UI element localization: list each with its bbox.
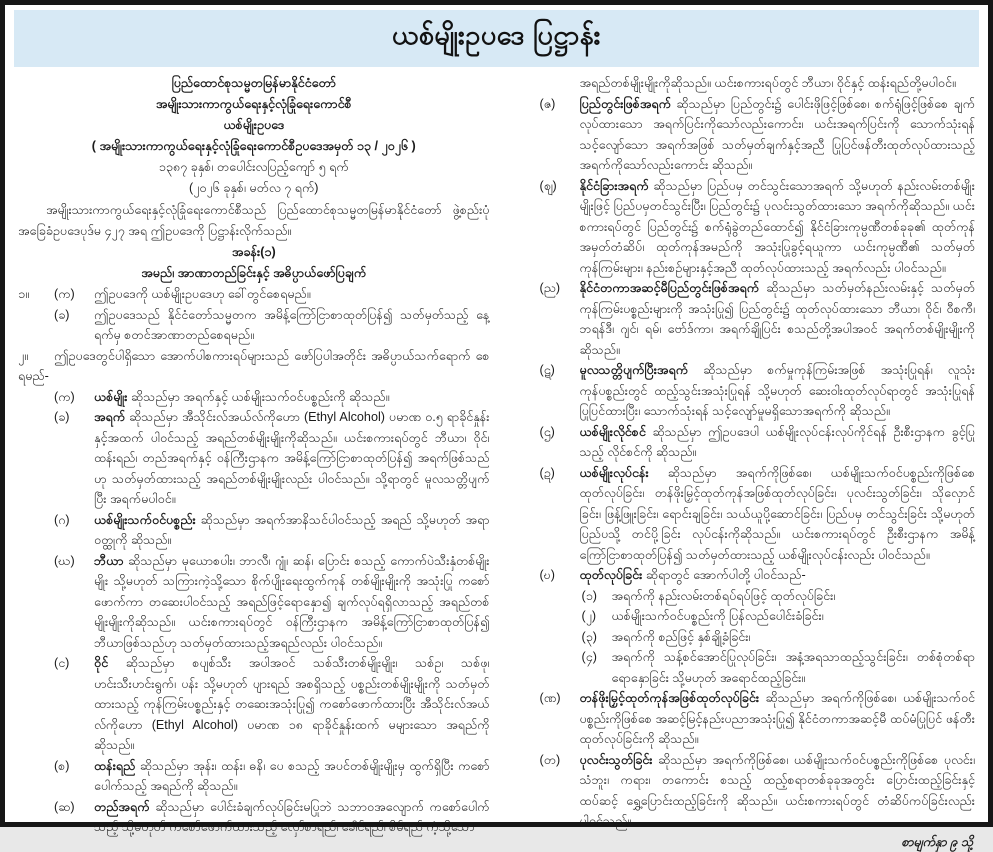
item-text: ယစ်မျိုးလိုင်စင် ဆိုသည်မှာ ဤဥပဒေပါ ယစ်မျိုးလုပ်ငန်းလုပ်ကိုင်ရန် ဦးစီးဌာနက ခွင့်ပြုသည့် လိုင်စင်ကို ဆိုသည်။ bbox=[580, 422, 976, 463]
masthead-line: ပြည်ထောင်စုသမ္မတမြန်မာနိုင်ငံတော် bbox=[18, 73, 490, 94]
subitem-text: အရက်ကို စည်ဖြင့် နှစ်ချို့ခံခြင်း၊ bbox=[612, 627, 976, 648]
masthead-line: (၂၀၂၆ ခုနှစ်၊ မတ်လ ၇ ရက်) bbox=[18, 178, 490, 199]
clause-number: ၁။ bbox=[18, 284, 54, 346]
item-text: ပြည်တွင်းဖြစ်အရက် ဆိုသည်မှာ ပြည်တွင်း၌ ပေါင်းဖိုဖြင့်ဖြစ်စေ၊ စက်ရုံဖြင့်ဖြစ်စေ ချက်လုပ်ထားသော အရက်ပြင်းကိုသော်လည်းကောင်း၊ ယင်းအရက်ပြင်းကို သောက်သုံးရန် သင့်လျော်သော အရက်အဖြစ် သတ်မှတ်ချက်နှင့်အညီ ပြုပြင်ဖန်တီးထုတ်လုပ်ထားသည့် အရက်ကိုသော်လည်းကောင်း ဆိုသည်။ bbox=[580, 94, 976, 176]
subitem-label: (၃) bbox=[582, 627, 612, 648]
item-label: (တ) bbox=[540, 750, 580, 832]
subitem-label: (၄) bbox=[582, 647, 612, 688]
item-label: (စ) bbox=[54, 756, 94, 797]
preamble-paragraph: အမျိုးသားကာကွယ်ရေးနှင့်လုံခြုံရေးကောင်စီသည် ပြည်ထောင်စုသမ္မတမြန်မာနိုင်ငံတော် ဖွဲ့စည်းပုံ အခြေခံဥပဒေပုဒ်မ ၄၂၇ အရ ဤဥပဒေကို ပြဋ္ဌာန်းလိုက်သည်။ bbox=[18, 200, 490, 241]
page-title: ယစ်မျိုးဥပဒေ ပြဋ္ဌာန်း bbox=[14, 18, 979, 58]
subitem-label: (၂) bbox=[582, 606, 612, 627]
item-label: (ဌ) bbox=[540, 422, 580, 463]
page-title-banner bbox=[14, 10, 979, 67]
right-column bbox=[504, 73, 976, 852]
item-label: (ဇ) bbox=[540, 94, 580, 176]
item-text: မူလသတ္တိပျက်ပြီးအရက် ဆိုသည်မှာ စက်မှုကုန်ကြမ်းအဖြစ် အသုံးပြုရန်၊ လူသုံးကုန်ပစ္စည်းတွင် ထည့်သွင်းအသုံးပြုရန် သို့မဟုတ် ဆေးဝါးထုတ်လုပ်ရာတွင် အသုံးပြုရန် ပြုပြင်ထားပြီး၊ သောက်သုံးရန် သင့်လျော်မှုမရှိသောအရက်ကို ဆိုသည်။ bbox=[580, 360, 976, 422]
item-text: ထုတ်လုပ်ခြင်း ဆိုရာတွင် အောက်ပါတို့ ပါဝင်သည်- (၁) အရက်ကို နည်းလမ်းတစ်ရပ်ရပ်ဖြင့် ထုတ်လုပ်ခြင်း၊ (၂) ယစ်မျိုးသက်ဝင်ပစ္စည်းကို ပြန်လည်ပေါင်းခံခြင်း၊ (၃) အရက်ကို စည်ဖြင့် နှစ်ချို့ခံခြင်း၊ (၄) အရက်ကို သန့်စင်အောင်ပြုလုပ်ခြင်း၊ အနံ့အရသာထည့်သွင်းခြင်း၊ တစ်စုံတစ်ရာ ရောနှောခြင်း သို့မဟုတ် အရောင်ထည့်ခြင်း။ bbox=[580, 565, 976, 688]
item-label: (ဂ) bbox=[54, 510, 94, 551]
clause-1 bbox=[18, 284, 490, 346]
list-item bbox=[54, 551, 490, 654]
masthead-line: ယစ်မျိုးဥပဒေ bbox=[18, 115, 490, 136]
definitions-left bbox=[18, 387, 490, 838]
list-item bbox=[540, 565, 976, 688]
item-label: (ဋ) bbox=[540, 360, 580, 422]
list-item bbox=[540, 688, 976, 750]
list-item bbox=[54, 305, 490, 346]
subitem-text: အရက်ကို နည်းလမ်းတစ်ရပ်ရပ်ဖြင့် ထုတ်လုပ်ခြင်း၊ bbox=[612, 586, 976, 607]
list-item bbox=[540, 73, 976, 94]
sub-list-item bbox=[582, 647, 976, 688]
item-text: ဤဥပဒေကို ယစ်မျိုးဥပဒေဟု ခေါ်တွင်စေရမည်။ bbox=[94, 284, 490, 305]
subitem-text: အရက်ကို သန့်စင်အောင်ပြုလုပ်ခြင်း၊ အနံ့အရသာထည့်သွင်းခြင်း၊ တစ်စုံတစ်ရာ ရောနှောခြင်း သို့မဟုတ် အရောင်ထည့်ခြင်း။ bbox=[612, 647, 976, 688]
masthead-line: အမျိုးသားကာကွယ်ရေးနှင့်လုံခြုံရေးကောင်စီ bbox=[18, 94, 490, 115]
item-label: (ည) bbox=[540, 278, 580, 360]
item-text: ယစ်မျိုးသက်ဝင်ပစ္စည်း ဆိုသည်မှာ အရက်အာနိသင်ပါဝင်သည့် အရည် သို့မဟုတ် အရာဝတ္ထုကို ဆိုသည်။ bbox=[94, 510, 490, 551]
list-item bbox=[54, 653, 490, 756]
definitions-right bbox=[504, 73, 976, 832]
list-item bbox=[540, 750, 976, 832]
item-text: ထန်းရည် ဆိုသည်မှာ အုန်း၊ ထန်း၊ ဓနိ၊ ပေ စသည့် အပင်တစ်မျိုးမျိုးမှ ထွက်ရှိပြီး ကစော်ပေါက်သည့် အရည်ကို ဆိုသည်။ bbox=[94, 756, 490, 797]
left-column bbox=[18, 73, 490, 838]
item-text: ယစ်မျိုး ဆိုသည်မှာ အရက်နှင့် ယစ်မျိုးသက်ဝင်ပစ္စည်းကို ဆိုသည်။ bbox=[94, 387, 490, 408]
list-item bbox=[54, 510, 490, 551]
clause-number: ၂။ bbox=[18, 346, 54, 367]
item-label: (ဃ) bbox=[54, 551, 94, 654]
clause-2-intro bbox=[18, 346, 490, 387]
list-item bbox=[540, 360, 976, 422]
list-item bbox=[54, 797, 490, 838]
item-text: နိုင်ငံတကာအဆင့်မီပြည်တွင်းဖြစ်အရက် ဆိုသည်မှာ သတ်မှတ်နည်းလမ်းနှင့် သတ်မှတ်ကုန်ကြမ်းပစ္စည်းများကို အသုံးပြု၍ ပြည်တွင်း၌ ထုတ်လုပ်ထားသော ဘီယာ၊ ဝိုင်၊ ဝီစကီ၊ ဘရန်ဒီ၊ ဂျင်၊ ရမ်၊ ဗော်ဒ်ကာ၊ အရက်ချိုပြင်း စသည်တို့အပါအဝင် အရက်တစ်မျိုးမျိုးကို ဆိုသည်။ bbox=[580, 278, 976, 360]
subitem-label: (၁) bbox=[582, 586, 612, 607]
list-item bbox=[54, 407, 490, 510]
item-text: ဝိုင် ဆိုသည်မှာ စပျစ်သီး အပါအဝင် သစ်သီးတစ်မျိုးမျိုး၊ သစ်ဥ၊ သစ်ဖု၊ ဟင်းသီးဟင်းရွက်၊ ပန်း သို့မဟုတ် ပျားရည် အစရှိသည့် ပစ္စည်းတစ်မျိုးမျိုးကို သတ်မှတ်ထားသည့် ကုန်ကြမ်းပစ္စည်းနှင့် တဆေးအသုံးပြု၍ ကစော်ဖောက်ထားပြီး အီသိုင်းလ်အယ်လ်ကိုဟော (Ethyl Alcohol) ပမာဏ ၁၈ ရာခိုင်နှုန်းထက် မများသော အရည်ကို ဆိုသည်။ bbox=[94, 653, 490, 756]
item-label: (ဈ) bbox=[540, 176, 580, 279]
item-text: နိုင်ငံခြားအရက် ဆိုသည်မှာ ပြည်ပမှ တင်သွင်းသောအရက် သို့မဟုတ် နည်းလမ်းတစ်မျိုးမျိုးဖြင့် ပြည်ပမှတင်သွင်းပြီး၊ ပြည်တွင်း၌ ပုလင်းသွတ်ထားသော အရက်ကိုဆိုသည်။ ယင်းစကားရပ်တွင် ပြည်တွင်း၌ စက်ရုံခွဲတည်ထောင်၍ နိုင်ငံခြားကုမ္ပဏီတစ်ခုခု၏ ထုတ်ကုန်အမှတ်တံဆိပ်၊ ထုတ်ကုန်အမည်ကို အသုံးပြုခွင့်ရယူကာ ယင်းကုမ္ပဏီ၏ သတ်မှတ်ကုန်ကြမ်းများ၊ နည်းစဉ်များနှင့်အညီ ထုတ်လုပ်ထားသည့် အရက်လည်း ပါဝင်သည်။ bbox=[580, 176, 976, 279]
masthead-line: ၁၃၈၇ ခုနှစ်၊ တပေါင်းလပြည့်ကျော် ၅ ရက် bbox=[18, 157, 490, 178]
item-label: (ဎ) bbox=[540, 565, 580, 688]
item-label: (ခ) bbox=[54, 305, 94, 346]
item-label: (က) bbox=[54, 284, 94, 305]
masthead bbox=[18, 73, 490, 199]
document-body bbox=[14, 73, 979, 852]
chapter-title: အမည်၊ အာဏာတည်ခြင်းနှင့် အဓိပ္ပာယ်ဖော်ပြချက် bbox=[18, 263, 490, 284]
item-label: (ဆ) bbox=[54, 797, 94, 838]
list-item bbox=[540, 422, 976, 463]
item-text: ပုလင်းသွတ်ခြင်း ဆိုသည်မှာ အရက်ကိုဖြစ်စေ၊ ယစ်မျိုးသက်ဝင်ပစ္စည်းကိုဖြစ်စေ ပုလင်း၊ သံဘူး၊ ကရား၊ တကောင်း စသည့် ထည့်စရာတစ်ခုခုအတွင်း ပြောင်းထည့်ခြင်းနှင့် ထပ်ဆင့် ရွှေ့ပြောင်းထည့်ခြင်းကို ဆိုသည်။ ယင်းစကားရပ်တွင် တံဆိပ်ကပ်ခြင်းလည်း ပါဝင်သည်။ bbox=[580, 750, 976, 832]
list-item bbox=[540, 278, 976, 360]
list-item bbox=[54, 284, 490, 305]
sub-list-item bbox=[582, 627, 976, 648]
list-item bbox=[540, 176, 976, 279]
sub-list-item bbox=[582, 586, 976, 607]
item-text: အရည်တစ်မျိုးမျိုးကိုဆိုသည်။ ယင်းစကားရပ်တွင် ဘီယာ၊ ဝိုင်နှင့် ထန်းရည်တို့မပါဝင်။ bbox=[580, 73, 976, 94]
item-text: ယစ်မျိုးလုပ်ငန်း ဆိုသည်မှာ အရက်ကိုဖြစ်စေ၊ ယစ်မျိုးသက်ဝင်ပစ္စည်းကိုဖြစ်စေ ထုတ်လုပ်ခြင်း၊ တန်ဖိုးမြှင့်ထုတ်ကုန်အဖြစ်ထုတ်လုပ်ခြင်း၊ ပုလင်းသွတ်ခြင်း၊ သိုလှောင်ခြင်း၊ ဖြန့်ဖြူးခြင်း၊ ရောင်းချခြင်း၊ သယ်ယူပို့ဆောင်ခြင်း၊ ပြည်ပမှ တင်သွင်းခြင်း သို့မဟုတ် ပြည်ပသို့ တင်ပို့ခြင်း လုပ်ငန်းကိုဆိုသည်။ ယင်းစကားရပ်တွင် ဦးစီးဌာနက အမိန့်ကြော်ငြာစာထုတ်ပြန်၍ သတ်မှတ်ထားသည့် ယစ်မျိုးလုပ်ငန်းလည်း ပါဝင်သည်။ bbox=[580, 463, 976, 566]
list-item bbox=[540, 463, 976, 566]
clause-1-items bbox=[54, 284, 490, 346]
chapter-heading bbox=[18, 242, 490, 283]
sub-list-item bbox=[582, 606, 976, 627]
list-item bbox=[54, 756, 490, 797]
item-text: ဘီယာ ဆိုသည်မှာ မုယောစပါး၊ ဘာလီ၊ ဂျုံ၊ ဆန်၊ ပြောင်း စသည့် ကောက်ပဲသီးနှံတစ်မျိုးမျိုး သို့မဟုတ် သကြားကဲ့သို့သော စိုက်ပျိုးရေးထွက်ကုန် တစ်မျိုးမျိုးကို အသုံးပြု ကစော်ဖောက်ကာ တဆေးပါဝင်သည့် အရည်ဖြင့်ရောနှော၍ ချက်လုပ်ရရှိလာသည့် အရည်တစ်မျိုးမျိုးကိုဆိုသည်။ ယင်းစကားရပ်တွင် ဝန်ကြီးဌာနက အမိန့်ကြော်ငြာစာထုတ်ပြန်၍ ဘီယာဖြစ်သည်ဟု သတ်မှတ်ထားသည့်အရည်လည်း ပါဝင်သည်။ bbox=[94, 551, 490, 654]
item-label: (က) bbox=[54, 387, 94, 408]
clause-2-intro-text: ဤဥပဒေတွင်ပါရှိသော အောက်ပါစကားရပ်များသည် ဖော်ပြပါအတိုင်း အဓိပ္ပာယ်သက်ရောက် စေရမည်- bbox=[18, 349, 490, 384]
list-item bbox=[54, 387, 490, 408]
continuation-note: စာမျက်နှာ ၉ သို့ bbox=[504, 832, 976, 852]
item-label: (ခ) bbox=[54, 407, 94, 510]
item-label: (ဏ) bbox=[540, 688, 580, 750]
masthead-line: ( အမျိုးသားကာကွယ်ရေးနှင့်လုံခြုံရေးကောင်စီဥပဒေအမှတ် ၁၃ / ၂၀၂၆ ) bbox=[18, 136, 490, 157]
item-label bbox=[540, 73, 580, 94]
item-text: တန်ဖိုးမြှင့်ထုတ်ကုန်အဖြစ်ထုတ်လုပ်ခြင်း ဆိုသည်မှာ အရက်ကိုဖြစ်စေ၊ ယစ်မျိုးသက်ဝင်ပစ္စည်းကိုဖြစ်စေ အဆင့်မြင့်နည်းပညာအသုံးပြု၍ နိုင်ငံတကာအဆင့်မီ ထပ်မံပြုပြင် ဖန်တီးထုတ်လုပ်ခြင်းကို ဆိုသည်။ bbox=[580, 688, 976, 750]
item-text: အရက် ဆိုသည်မှာ အီသိုင်းလ်အယ်လ်ကိုဟော (Ethyl Alcohol) ပမာဏ ၀.၅ ရာခိုင်နှုန်းနှင့်အထက် ပါဝင်သည့် အရည်တစ်မျိုးမျိုးကိုဆိုသည်။ ယင်းစကားရပ်တွင် ဘီယာ၊ ဝိုင်၊ ထန်းရည်၊ တည်အရက်နှင့် ဝန်ကြီးဌာနက အမိန့်ကြော်ငြာစာထုတ်ပြန်၍ အရက်ဖြစ်သည်ဟု သတ်မှတ်ထားသည့် အရည်တစ်မျိုးမျိုးလည်း ပါဝင်သည်။ သို့ရာတွင် မူလသတ္တိပျက်ပြီး အရက်မပါဝင်။ bbox=[94, 407, 490, 510]
item-text: ဤဥပဒေသည် နိုင်ငံတော်သမ္မတက အမိန့်ကြော်ငြာစာထုတ်ပြန်၍ သတ်မှတ်သည့် နေ့ရက်မှ စတင်အာဏာတည်စေရမည်။ bbox=[94, 305, 490, 346]
item-text: တည်အရက် ဆိုသည်မှာ ပေါင်းခံချက်လုပ်ခြင်းမပြုဘဲ သဘာဝအလျောက် ကစော်ပေါက်သည့် သို့မဟုတ် ကစော်ဖောက်ထားသည့် လှော်စာရည်၊ ခေါင်ရည်၊ စိမ်ရည် ကဲ့သို့သော bbox=[94, 797, 490, 838]
subitem-text: ယစ်မျိုးသက်ဝင်ပစ္စည်းကို ပြန်လည်ပေါင်းခံခြင်း၊ bbox=[612, 606, 976, 627]
item-label: (င) bbox=[54, 653, 94, 756]
item-label: (ဍ) bbox=[540, 463, 580, 566]
chapter-number: အခန်း(၁) bbox=[18, 242, 490, 263]
list-item bbox=[540, 94, 976, 176]
